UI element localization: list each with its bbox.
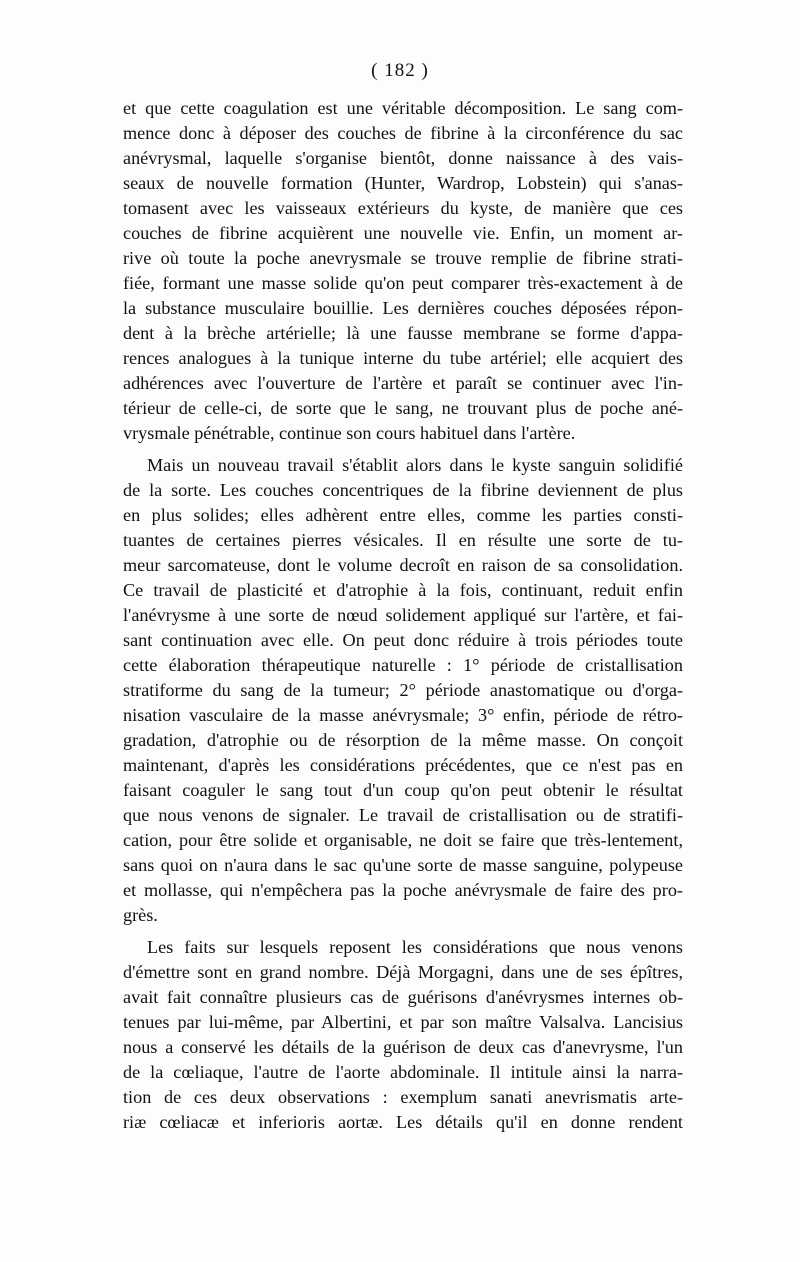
text-line: tenues par lui-même, par Albertini, et par son maître Valsalva. Lancisius [123,1012,683,1032]
text-line: stratiforme du sang de la tumeur; 2° période anastomatique ou d'orga- [123,680,683,700]
text-line: Ce travail de plasticité et d'atrophie à la fois, continuant, reduit enfin [123,580,683,600]
text-line: seaux de nouvelle formation (Hunter, Wardrop, Lobstein) qui s'anas- [123,173,683,193]
text-line: grès. [123,905,158,925]
paragraph-2 [123,453,683,928]
text-line: adhérences avec l'ouverture de l'artère et paraît se continuer avec l'in- [123,373,683,393]
text-line: maintenant, d'après les considérations précédentes, que ce n'est pas en [123,755,683,775]
text-line: tuantes de certaines pierres vésicales. Il en résulte une sorte de tu- [123,530,683,550]
text-line: avait fait connaître plusieurs cas de guérisons d'anévrysmes internes ob- [123,987,683,1007]
text-line: nous a conservé les détails de la guérison de deux cas d'anevrysme, l'un [123,1037,683,1057]
text-line: l'anévrysme à une sorte de nœud solidement appliqué sur l'artère, et fai- [123,605,683,625]
text-line: d'émettre sont en grand nombre. Déjà Morgagni, dans une de ses épîtres, [123,962,683,982]
text-line: fiée, formant une masse solide qu'on peut comparer très-exactement à de [123,273,683,293]
text-line: rive où toute la poche anevrysmale se trouve remplie de fibrine strati- [123,248,683,268]
text-line: riæ cœliacæ et inferioris aortæ. Les détails qu'il en donne rendent [123,1112,683,1132]
text-line: mence donc à déposer des couches de fibrine à la circonférence du sac [123,123,683,143]
text-line: Mais un nouveau travail s'établit alors dans le kyste sanguin solidifié [147,455,683,475]
text-line: de la cœliaque, l'autre de l'aorte abdominale. Il intitule ainsi la narra- [123,1062,683,1082]
text-line: tion de ces deux observations : exemplum sanati anevrismatis arte- [123,1087,683,1107]
text-line: et mollasse, qui n'empêchera pas la poche anévrysmale de faire des pro- [123,880,683,900]
text-line: cation, pour être solide et organisable, ne doit se faire que très-lentement, [123,830,683,850]
text-line: rences analogues à la tunique interne du tube artériel; elle acquiert des [123,348,683,368]
text-line: de la sorte. Les couches concentriques de la fibrine deviennent de plus [123,480,683,500]
page-number: ( 182 ) [371,60,429,81]
text-line: couches de fibrine acquièrent une nouvelle vie. Enfin, un moment ar- [123,223,683,243]
text-line: que nous venons de signaler. Le travail de cristallisation ou de stratifi- [123,805,683,825]
text-line: anévrysmal, laquelle s'organise bientôt, donne naissance à des vais- [123,148,683,168]
text-line: nisation vasculaire de la masse anévrysmale; 3° enfin, période de rétro- [123,705,683,725]
text-line: et que cette coagulation est une véritable décomposition. Le sang com- [123,98,683,118]
paragraph-3 [123,935,683,1135]
text-line: dent à la brèche artérielle; là une fausse membrane se forme d'appa- [123,323,683,343]
text-line: en plus solides; elles adhèrent entre elles, comme les parties consti- [123,505,683,525]
body-text [123,96,683,1135]
text-line: sans quoi on n'aura dans le sac qu'une sorte de masse sanguine, polypeuse [123,855,683,875]
text-line: vrysmale pénétrable, continue son cours habituel dans l'artère. [123,423,576,443]
text-line: térieur de celle-ci, de sorte que le sang, ne trouvant plus de poche ané- [123,398,683,418]
text-line: faisant coaguler le sang tout d'un coup qu'on peut obtenir le résultat [123,780,683,800]
text-line: sant continuation avec elle. On peut donc réduire à trois périodes toute [123,630,683,650]
text-line: tomasent avec les vaisseaux extérieurs du kyste, de manière que ces [123,198,683,218]
text-line: la substance musculaire bouillie. Les dernières couches déposées répon- [123,298,683,318]
text-line: meur sarcomateuse, dont le volume decroît en raison de sa consolidation. [123,555,683,575]
text-line: gradation, d'atrophie ou de résorption de la même masse. On conçoit [123,730,683,750]
text-line: cette élaboration thérapeutique naturelle : 1° période de cristallisation [123,655,683,675]
paragraph-1 [123,96,683,446]
text-line: Les faits sur lesquels reposent les considérations que nous venons [147,937,683,957]
